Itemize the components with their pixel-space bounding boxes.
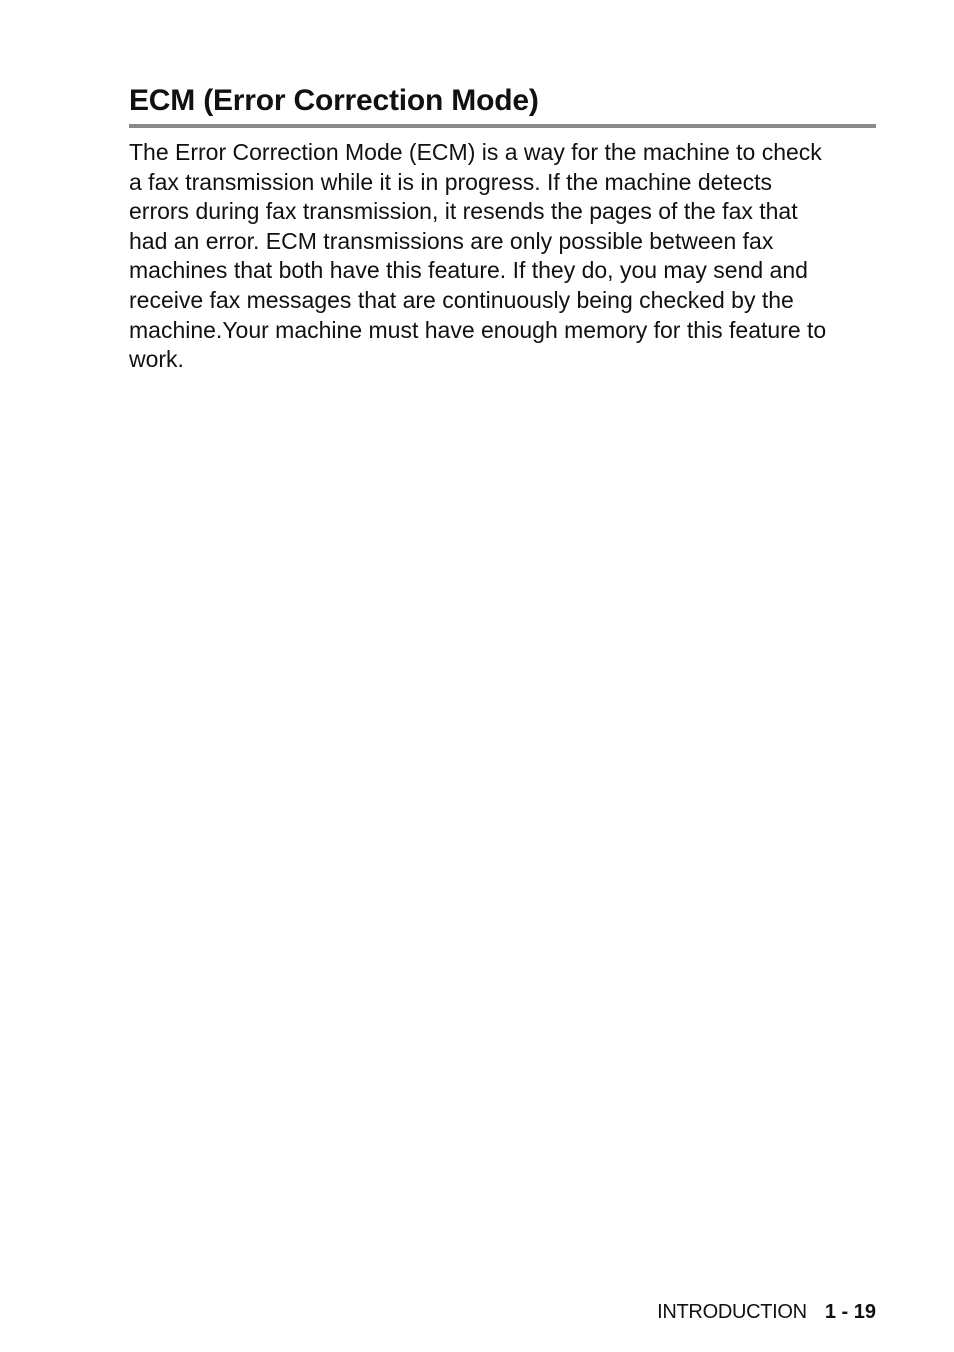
body-line: receive fax messages that are continuously being checked by the	[129, 286, 794, 313]
body-line: errors during fax transmission, it resends the pages of the fax that	[129, 198, 798, 225]
body-paragraph	[129, 138, 879, 375]
body-line: a fax transmission while it is in progress. If the machine detects	[129, 168, 773, 195]
body-line: machines that both have this feature. If they do, you may send and	[129, 257, 808, 284]
body-line: had an error. ECM transmissions are only possible between fax	[129, 227, 774, 254]
body-line: machine.Your machine must have enough memory for this feature to	[129, 316, 827, 343]
page-footer	[657, 1300, 876, 1324]
body-line: work.	[129, 346, 184, 373]
title-underline-rule	[129, 124, 876, 128]
section-title: ECM (Error Correction Mode)	[129, 84, 539, 117]
body-line: The Error Correction Mode (ECM) is a way for the machine to check	[129, 139, 822, 165]
footer-page-number: 1 - 19	[824, 1301, 876, 1323]
footer-chapter-name: INTRODUCTION	[657, 1301, 807, 1323]
